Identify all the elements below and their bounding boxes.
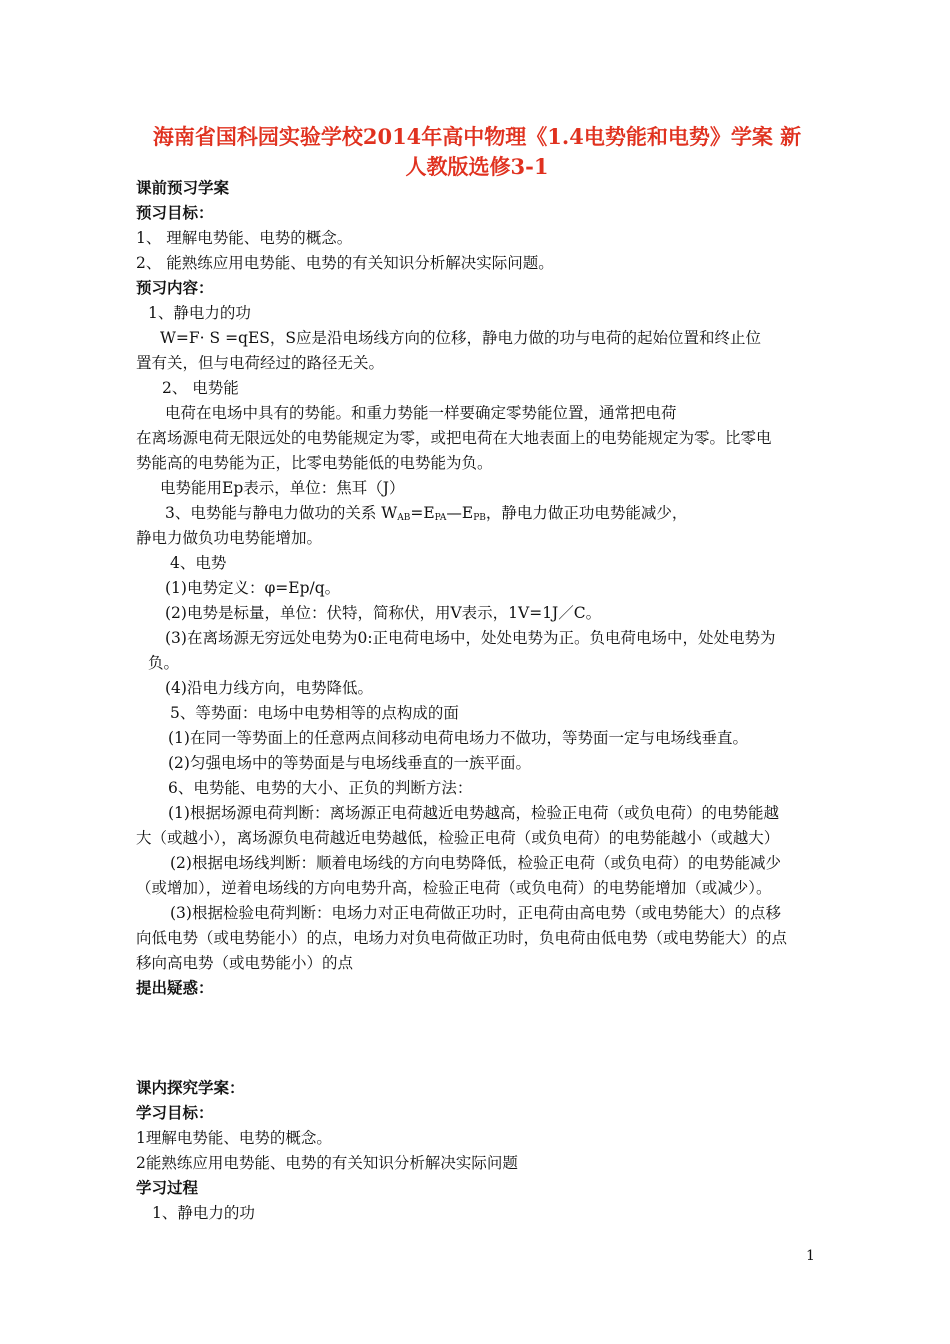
judge-1b: 大（或越小），离场源负电荷越近电势越低，检验正电荷（或负电荷）的电势能越小（或越大）	[136, 829, 780, 847]
potential-energy-line-4: 电势能用Ep表示，单位：焦耳（J）	[160, 479, 405, 497]
potential-energy-line-2: 在离场源电荷无限远处的电势能规定为零，或把电荷在大地表面上的电势能规定为零。比零电	[136, 429, 772, 447]
preview-content-label: 预习内容：	[136, 278, 214, 297]
work-line-2: 置有关，但与电荷经过的路径无关。	[136, 354, 385, 372]
equipotential-item-1: (1)在同一等势面上的任意两点间移动电荷电场力不做功，等势面一定与电场线垂直。	[168, 729, 748, 747]
equipotential-title: 5、等势面：电场中电势相等的点构成的面	[170, 704, 459, 722]
work-energy-relation-line-2: 静电力做负功电势能增加。	[136, 529, 323, 547]
potential-item-2: (2)电势是标量，单位：伏特，简称伏，用V表示，1V=1J／C。	[165, 604, 602, 622]
relation-sub-pb: PB	[473, 513, 486, 523]
potential-item-3a: (3)在离场源无穷远处电势为0:正电荷电场中，处处电势为正。负电荷电场中，处处电势为	[165, 629, 776, 647]
relation-sub-ab: AB	[397, 513, 411, 523]
potential-item-3b: 负。	[148, 654, 180, 672]
potential-item-4: (4)沿电力线方向，电势降低。	[165, 679, 373, 697]
potential-title: 4、电势	[170, 554, 227, 572]
relation-mid-2: —E	[446, 504, 474, 522]
inclass-goal-2: 2能熟练应用电势能、电势的有关知识分析解决实际问题	[136, 1154, 518, 1172]
title-line-2: 人教版选修3-1	[405, 154, 549, 179]
judge-3c: 移向高电势（或电势能小）的点	[136, 954, 354, 972]
page-number: 1	[806, 1248, 815, 1264]
preview-goal-2: 2、 能熟练应用电势能、电势的有关知识分析解决实际问题。	[136, 254, 554, 272]
potential-energy-line-1: 电荷在电场中具有的势能。和重力势能一样要确定零势能位置，通常把电荷	[165, 404, 677, 422]
judge-2a: (2)根据电场线判断：顺着电场线的方向电势降低，检验正电荷（或负电荷）的电势能减少	[170, 854, 781, 872]
potential-energy-title: 2、 电势能	[162, 379, 239, 397]
process-step-1: 1、静电力的功	[152, 1204, 255, 1222]
relation-sub-pa: PA	[434, 513, 447, 523]
potential-item-1: (1)电势定义：φ=Ep/q。	[165, 579, 341, 597]
judge-1a: (1)根据场源电荷判断：离场源正电荷越近电势越高，检验正电荷（或负电荷）的电势能越	[168, 804, 779, 822]
document-title	[136, 122, 818, 182]
judge-title: 6、电势能、电势的大小、正负的判断方法：	[168, 779, 473, 797]
preview-goal-1: 1、 理解电势能、电势的概念。	[136, 229, 353, 247]
title-line-1: 海南省国科园实验学校2014年高中物理《1.4电势能和电势》学案 新	[152, 124, 802, 149]
section-heading-inclass: 课内探究学案：	[136, 1078, 245, 1097]
inclass-goals-label: 学习目标：	[136, 1103, 214, 1122]
relation-prefix: 3、电势能与静电力做功的关系 W	[165, 504, 398, 522]
inclass-goal-1: 1理解电势能、电势的概念。	[136, 1129, 332, 1147]
equipotential-item-2: (2)匀强电场中的等势面是与电场线垂直的一族平面。	[168, 754, 531, 772]
work-title: 1、静电力的功	[148, 304, 251, 322]
relation-suffix: ，静电力做正功电势能减少，	[485, 504, 688, 522]
judge-3b: 向低电势（或电势能小）的点，电场力对负电荷做正功时，负电荷由低电势（或电势能大）的点	[136, 929, 788, 947]
relation-mid-1: =E	[410, 504, 435, 522]
question-label: 提出疑惑：	[136, 978, 214, 997]
judge-3a: (3)根据检验电荷判断：电场力对正电荷做正功时，正电荷由高电势（或电势能大）的点移	[170, 904, 781, 922]
process-label: 学习过程	[136, 1178, 199, 1197]
section-heading-preview: 课前预习学案	[136, 178, 230, 197]
judge-2b: （或增加），逆着电场线的方向电势升高，检验正电荷（或负电荷）的电势能增加（或减少）。	[136, 879, 772, 897]
preview-goals-label: 预习目标：	[136, 203, 214, 222]
work-line-1: W=F· S =qES，S应是沿电场线方向的位移，静电力做的功与电荷的起始位置和终止位	[160, 329, 762, 347]
potential-energy-line-3: 势能高的电势能为正，比零电势能低的电势能为负。	[136, 454, 493, 472]
